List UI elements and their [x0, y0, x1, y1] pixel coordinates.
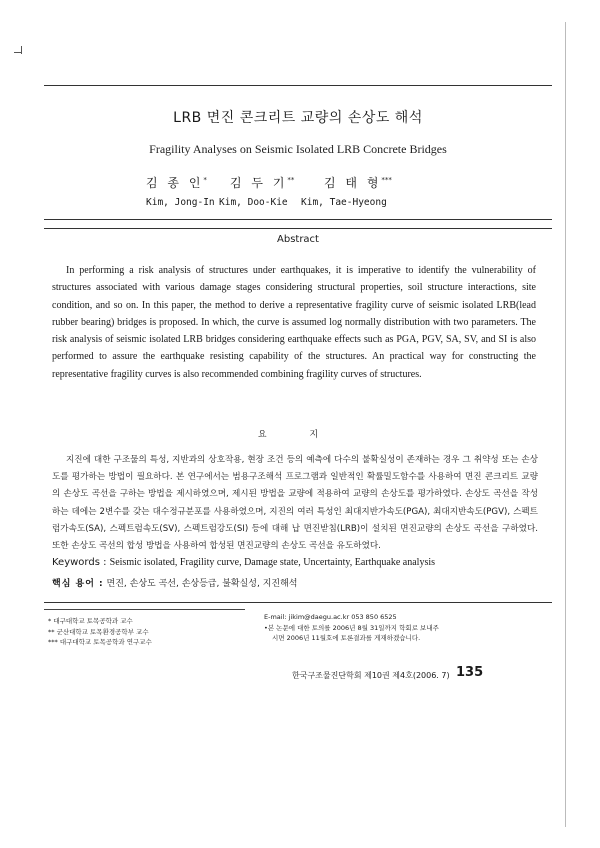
korean-keywords-row: [52, 576, 297, 589]
korean-keywords-label: 핵심 용어 :: [52, 579, 104, 589]
footnote-affiliation-2: ** 군산대학교 토목환경공학부 교수: [48, 627, 149, 636]
abstract-heading: Abstract: [277, 234, 319, 245]
footnote-affiliations: [48, 616, 152, 648]
author-2-ko: 김 두 기**: [230, 176, 295, 190]
footnote-contact: [264, 612, 552, 644]
yoji-heading: 요 지: [257, 430, 339, 440]
corner-mark-horizontal: [14, 52, 22, 53]
page-number: 135: [456, 665, 484, 680]
author-3-ko: 김 태 형***: [324, 176, 392, 190]
keywords-label: Keywords :: [52, 557, 107, 568]
author-3-en: Kim, Tae-Hyeong: [301, 197, 387, 208]
footnote-affiliation-3: *** 대구대학교 토목공학과 연구교수: [48, 638, 152, 646]
title-korean: LRB 면진 콘크리트 교량의 손상도 해석: [173, 110, 423, 126]
keywords-row: [52, 557, 435, 568]
title-english: Fragility Analyses on Seismic Isolated LRB Concrete Bridges: [149, 142, 447, 156]
footnote-rule: [44, 609, 245, 610]
footnote-email: E-mail: jikim@daegu.ac.kr 053 850 6525: [264, 613, 397, 621]
keywords-text: Seismic isolated, Fragility curve, Damage state, Uncertainty, Earthquake analysis: [109, 557, 436, 568]
abstract-body: In performing a risk analysis of structures under earthquakes, it is imperative to identify the vulnerability of structures associated with various damage stages considering structural properties, soil structure interactions, site condition, and so on. In this paper, the method to derive a representative fragility curve of seismic isolated LRB(lead rubber bearing) bridges is proposed. In which, the curve is assumed log normally distribution with two parameters. The risk analysis of seismic isolated LRB bridges considering earthquake effects such as PGA, PGV, SA, SV, and SI is also performed to assure the earthquake resisting capability of the structures. An practical way for constructing the representative fragility curves is also recommended combining fragility curves of structures.: [52, 265, 536, 380]
korean-keywords-text: 면진, 손상도 곡선, 손상등급, 불확실성, 지진해석: [106, 579, 298, 589]
author-1-en: Kim, Jong-In: [146, 197, 215, 208]
author-2-en: Kim, Doo-Kie: [219, 197, 288, 208]
footnote-affiliation-1: * 대구대학교 토목공학과 교수: [48, 617, 133, 625]
page-edge-rule: [565, 22, 566, 827]
author-1-ko: 김 종 인*: [146, 176, 207, 190]
footnote-discussion-2: 시면 2006년 11월호에 토론결과를 게재하겠습니다.: [272, 634, 421, 642]
journal-citation: 한국구조물진단학회 제10권 제4호(2006. 7): [292, 671, 450, 680]
footnote-discussion-1: •본 논문에 대한 토의를 2006년 8월 31일까지 학회로 보내주: [264, 623, 439, 632]
yoji-body: 지진에 대한 구조물의 특성, 지반과의 상호작용, 현장 조건 등의 예측에 다수의 불확실성이 존재하는 경우 그 취약성 또는 손상도를 평가하는 방법이 필요하다. 본 연구에서는 범용구조해석 프로그램과 일반적인 확률밀도함수를 사용하여 면진 콘크리트 교량의 손상도 곡선을 구하는 방법을 제시하였으며, 제시된 방법을 교량에 적용하여 교량의 손상도를 평가하였다. 손상도 곡선을 작성하는 데에는 2변수를 갖는 대수정규분포를 사용하였으며, 지진의 여러 특성인 최대지반가속도(PGA), 최대지반속도(PGV), 스펙트럼가속도(SA), 스펙트럼속도(SV), 스펙트럼강도(SI) 등에 대해 납 면진받침(LRB)이 설치된 면진교량의 손상도 곡선을 구하였다. 또한 손상도 곡선의 합성 방법을 사용하여 합성된 면진교량의 손상도 곡선을 유도하였다.: [52, 455, 538, 552]
